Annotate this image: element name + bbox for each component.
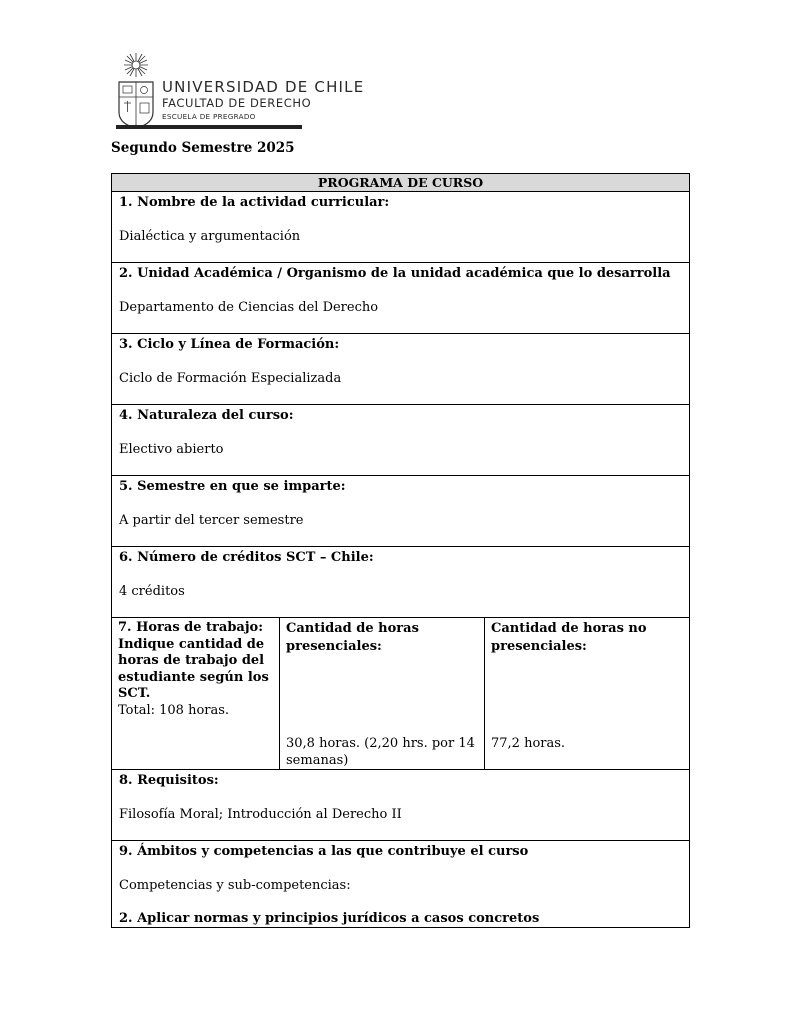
section-value: Competencias y sub-competencias:	[119, 878, 351, 893]
section-value: Electivo abierto	[119, 442, 224, 457]
semester-heading: Segundo Semestre 2025	[111, 140, 295, 156]
no-presencial-value: 77,2 horas.	[491, 736, 566, 751]
section-title: 6. Número de créditos SCT – Chile:	[119, 550, 374, 565]
section-title: 4. Naturaleza del curso:	[119, 408, 294, 423]
section-value: Filosofía Moral; Introducción al Derecho II	[119, 807, 402, 822]
program-title: PROGRAMA DE CURSO	[112, 174, 690, 192]
section-title: 8. Requisitos:	[119, 773, 219, 788]
work-hours-title: estudiante según los	[118, 669, 269, 685]
section-value: Dialéctica y argumentación	[119, 229, 301, 244]
university-emblem-icon	[116, 50, 156, 128]
no-presencial-hours-cell	[485, 618, 690, 770]
university-name: UNIVERSIDAD DE CHILE	[162, 78, 365, 96]
work-hours-title: SCT.	[118, 686, 151, 701]
section-activity-name	[112, 192, 690, 263]
section-value: Ciclo de Formación Especializada	[119, 371, 342, 386]
section-title: 3. Ciclo y Línea de Formación:	[119, 337, 340, 352]
section-title: 9. Ámbitos y competencias a las que contribuye el curso	[119, 844, 529, 859]
section-cycle	[112, 334, 690, 405]
presencial-label: presenciales:	[286, 639, 382, 654]
work-hours-title: horas de trabajo del	[118, 653, 265, 668]
logo-underline	[116, 125, 302, 129]
competency-item: 2. Aplicar normas y principios jurídicos a casos concretos	[119, 911, 540, 926]
section-title: 5. Semestre en que se imparte:	[119, 479, 346, 494]
presencial-value: 30,8 horas. (2,20 hrs. por 14	[286, 736, 475, 751]
section-title: 2. Unidad Académica / Organismo de la unidad académica que lo desarrolla	[119, 266, 671, 281]
total-hours: Total: 108 horas.	[118, 702, 230, 718]
section-value: 4 créditos	[119, 584, 185, 599]
faculty-name: FACULTAD DE DERECHO	[162, 96, 312, 110]
work-hours-title: 7. Horas de trabajo:	[118, 620, 264, 635]
university-logo	[116, 50, 365, 130]
no-presencial-label: Cantidad de horas no	[491, 621, 647, 636]
section-competencies	[112, 841, 690, 928]
presencial-label: Cantidad de horas	[286, 621, 419, 636]
section-nature	[112, 405, 690, 476]
presencial-value: semanas)	[286, 753, 349, 768]
no-presencial-label: presenciales:	[491, 639, 587, 654]
section-credits	[112, 547, 690, 618]
section-requirements	[112, 770, 690, 841]
section-title: 1. Nombre de la actividad curricular:	[119, 195, 390, 210]
section-value: Departamento de Ciencias del Derecho	[119, 300, 379, 315]
section-semester	[112, 476, 690, 547]
program-table	[111, 173, 690, 928]
school-name: ESCUELA DE PREGRADO	[162, 112, 256, 121]
section-value: A partir del tercer semestre	[119, 513, 304, 528]
work-hours-title: Indique cantidad de	[118, 636, 265, 652]
section-academic-unit	[112, 263, 690, 334]
presencial-hours-cell	[280, 618, 485, 770]
work-hours-cell	[112, 618, 280, 770]
